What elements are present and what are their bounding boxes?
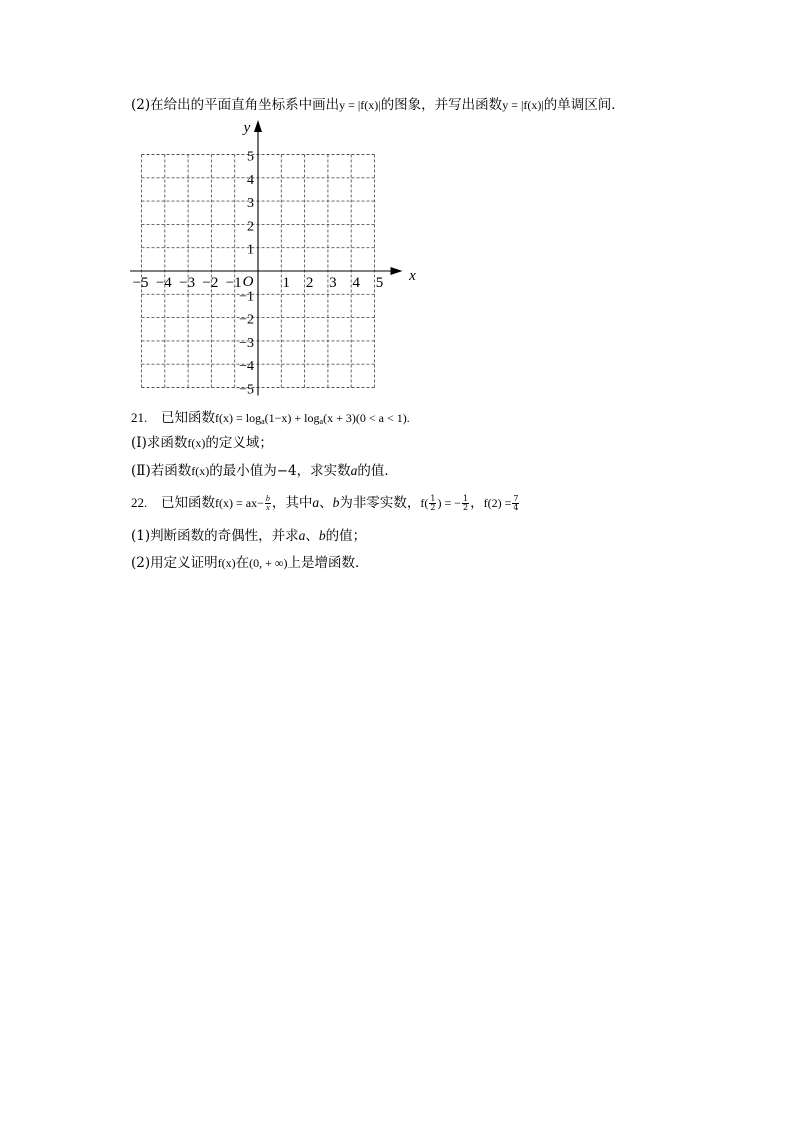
- x-tick-label: −4: [155, 275, 172, 291]
- origin-label: O: [242, 274, 254, 290]
- q21-line: 21. 已知函数$f(x) = \log_a(1-x) + \log_a(x + 3)(0 < a < 1)$.: [131, 410, 410, 426]
- fraction-one-half-result: $\frac{1}{2}$: [462, 494, 469, 512]
- formula-y-abs-f: y = |f(x)|: [339, 98, 381, 112]
- y-tick-label: −5: [239, 382, 254, 398]
- x-tick-label: 5: [375, 275, 384, 291]
- x-tick-label: 4: [352, 275, 360, 291]
- x-tick-label: −1: [225, 275, 242, 291]
- y-tick-label: −3: [239, 335, 254, 351]
- x-axis-label: x: [409, 268, 416, 284]
- q22-line: 22. 已知函数f(x) = ax− $\frac{b}{x}$ ，其中a、b为非零实数，f( $\frac{1}{2}$ ) = − $\frac{1}{2}$ ，f(2) = $\frac{7}{4}$: [131, 494, 519, 512]
- y-tick-label: −1: [239, 289, 254, 305]
- y-tick-label: 1: [247, 242, 254, 258]
- q22-part1: (1)判断函数的奇偶性，并求a、b的值；: [131, 528, 367, 544]
- y-tick-label: 4: [247, 172, 254, 188]
- y-tick-label: 5: [247, 149, 254, 165]
- q21-part1: (Ⅰ)求函数f(x)的定义域；: [131, 435, 273, 451]
- q21-formula: $f(x) = \log_a(1-x) + \log_a(x + 3)(0 < a < 1)$.: [215, 411, 410, 426]
- x-tick-label: 3: [329, 275, 337, 291]
- y-tick-label: −2: [239, 312, 254, 328]
- q22-part2: (2)用定义证明f(x)在(0, + ∞)上是增函数．: [131, 555, 369, 571]
- fraction-b-over-x: $\frac{b}{x}$: [265, 494, 270, 512]
- x-tick-label: 1: [282, 275, 291, 291]
- y-tick-label: 2: [247, 219, 254, 235]
- formula-y-abs-f-2: y = |f(x)|: [502, 98, 544, 112]
- fraction-seven-fourths: $\frac{7}{4}$: [513, 494, 519, 512]
- q21-number: 21.: [131, 410, 148, 425]
- x-tick-label: −5: [132, 275, 149, 291]
- q21-part2: (Ⅱ)若函数f(x)的最小值为−4，求实数a的值．: [131, 463, 398, 479]
- y-axis-arrow: [254, 120, 262, 132]
- coordinate-grid: [122, 118, 416, 398]
- x-tick-label: −2: [202, 275, 219, 291]
- y-tick-label: 3: [247, 196, 254, 212]
- q20-part2-line: (2)在给出的平面直角坐标系中画出y = |f(x)|的图象，并写出函数y = |f(x)|的单调区间．: [131, 97, 625, 113]
- x-axis-arrow: [391, 267, 403, 275]
- x-tick-label: −3: [179, 275, 196, 291]
- y-axis-label: y: [243, 120, 251, 136]
- fraction-one-half: $\frac{1}{2}$: [430, 494, 436, 512]
- x-tick-label: 2: [305, 275, 314, 291]
- q22-number: 22.: [131, 495, 148, 510]
- y-tick-label: −4: [239, 359, 254, 375]
